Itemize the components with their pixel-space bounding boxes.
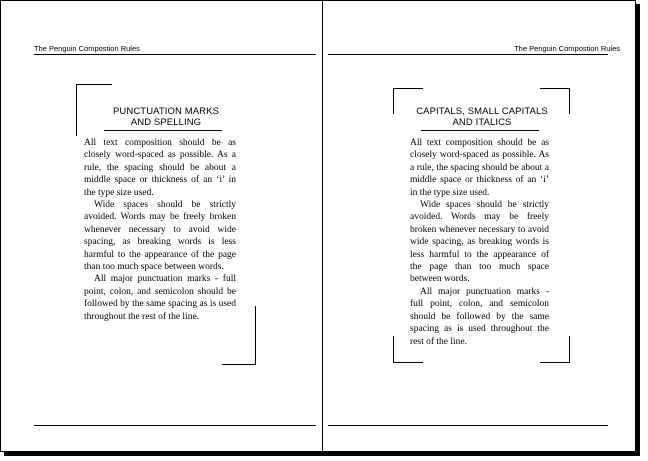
- right-paragraph-1: All text composition should be as closely word-spaced as possible. As a rule, the spacing should be about a middle space or thickness of an ‘i’ in the type size used.: [410, 138, 549, 198]
- right-footer-rule: [328, 425, 608, 426]
- left-footer-rule: [34, 425, 316, 426]
- right-corner-bottom-right-v: [569, 336, 570, 362]
- right-header-rule: [328, 54, 608, 55]
- right-paragraph-3: All major punctuation marks - full point, colon, and semicolon should be followed by the same spacing as is used throughout the rest of the line.: [410, 286, 549, 347]
- right-heading-underline: [421, 130, 539, 131]
- right-corner-bottom-left-h: [393, 362, 423, 363]
- frame-shadow-right: [636, 4, 640, 456]
- left-corner-bottom-right-v: [255, 306, 256, 364]
- right-corner-bottom-left-v: [393, 336, 394, 362]
- left-corner-top-left-h: [76, 84, 112, 85]
- right-paragraph-2: Wide spaces should be strictly avoided. Words may be freely broken whenever necessary to avoid wide spacing, as breaking words is less harmful to the appearance of the page than too much space between words.: [410, 200, 549, 285]
- right-corner-top-left-h: [393, 88, 423, 89]
- right-heading-line1: CAPITALS, SMALL CAPITALS: [416, 106, 548, 117]
- right-heading-line2: AND ITALICS: [452, 117, 512, 128]
- frame-shadow-bottom: [4, 452, 640, 456]
- right-corner-top-left-v: [393, 88, 394, 114]
- left-body-text: [84, 137, 236, 323]
- left-header-rule: [34, 54, 316, 55]
- left-heading-line1: PUNCTUATION MARKS: [112, 106, 220, 117]
- left-paragraph-2: Wide spaces should be strictly avoided. Words may be freely broken whenever necessary to avoid wide spacing, as breaking words is less harmful to the appearance of the page than too much space between words.: [84, 200, 236, 273]
- left-running-head: The Penguin Compostion Rules: [34, 44, 140, 53]
- left-paragraph-1: All text composition should be as closely word-spaced as possible. As a rule, the spacing should be about a middle space or thickness of an ‘i’ in the type size used.: [84, 138, 236, 198]
- left-heading-underline: [104, 130, 222, 131]
- left-corner-top-left-v: [76, 84, 77, 136]
- left-section-heading: [92, 106, 240, 128]
- right-corner-top-right-h: [540, 88, 570, 89]
- left-paragraph-3: All major punctuation marks - full point, colon, and semicolon should be followed by the same spacing as is used throughout the rest of the line.: [84, 274, 236, 322]
- left-corner-bottom-right-h: [222, 364, 256, 365]
- right-running-head: The Penguin Compostion Rules: [514, 44, 620, 53]
- left-heading-line2: AND SPELLING: [130, 117, 202, 128]
- right-corner-bottom-right-h: [540, 362, 570, 363]
- spread-spine: [322, 0, 323, 452]
- right-corner-top-right-v: [569, 88, 570, 114]
- right-section-heading: [402, 106, 562, 128]
- right-body-text: [410, 137, 549, 348]
